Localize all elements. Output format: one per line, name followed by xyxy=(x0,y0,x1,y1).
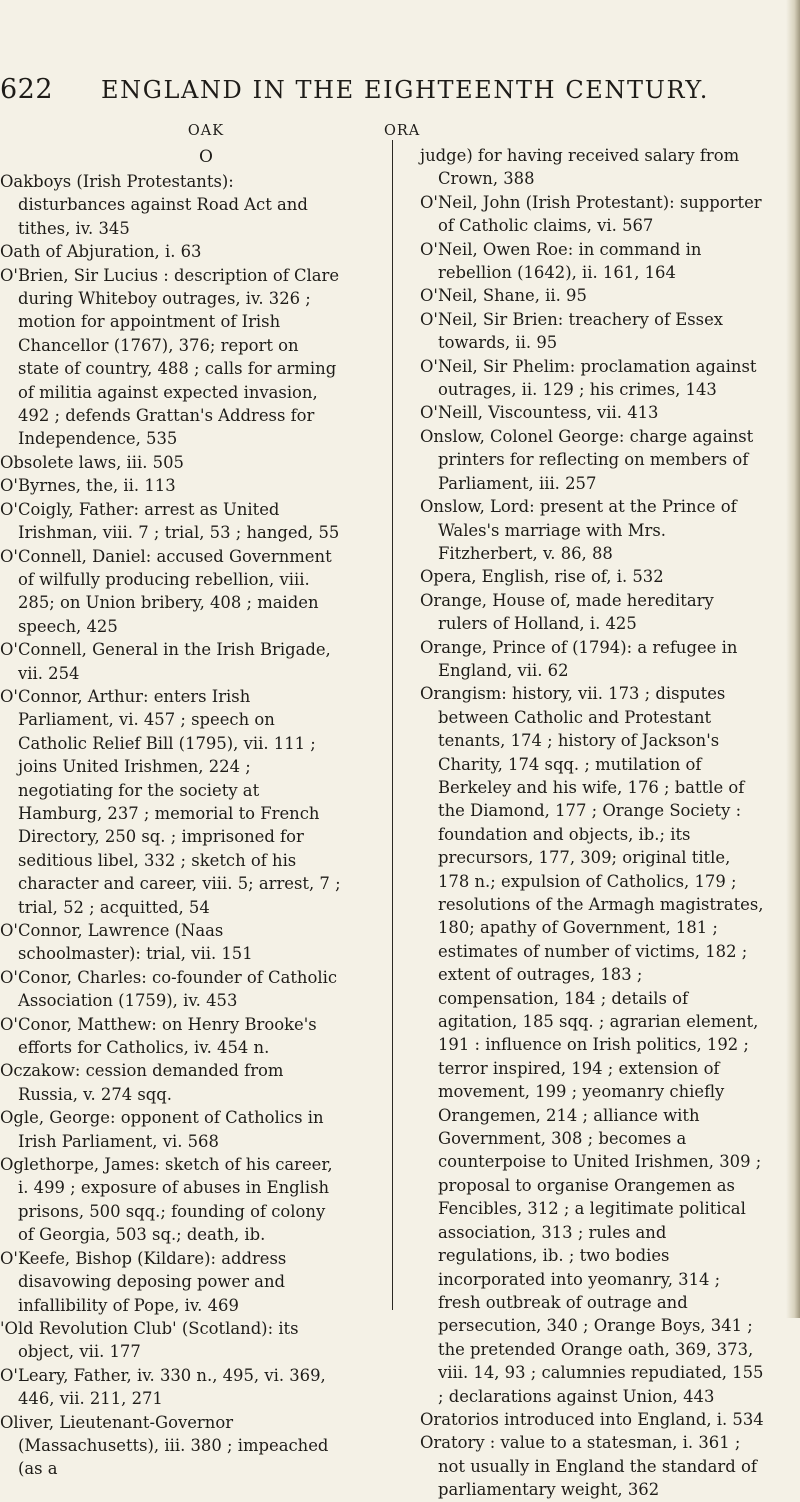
index-entry: Orangism: history, vii. 173 ; disputes between Catholic and Protestant tenants, 174 ; history of Jackson's Charity, 174 sqq. ; mutilation of Berkeley and his wife, 176 ; battle of the Diamond, 177 ; Orange Society : foundation and objects, ib.; its precursors, 177, 309; original title, 178 n.; expulsion of Catholics, 179 ; resolutions of the Armagh magistrates, 180; apathy of Government, 181 ; estimates of number of victims, 182 ; extent of outrages, 183 ; compensation, 184 ; details of agitation, 185 sqq. ; agrarian element, 191 : influence on Irish politics, 192 ; terror inspired, 194 ; extension of movement, 199 ; yeomanry chiefly Orangemen, 214 ; alliance with Government, 308 ; becomes a counterpoise to United Irishmen, 309 ; proposal to organise Orangemen as Fencibles, 312 ; a legitimate political association, 313 ; rules and regulations, ib. ; two bodies incorporated into yeomanry, 314 ; fresh outbreak of outrage and persecution, 340 ; Orange Boys, 341 ; the pretended Orange oath, 369, 373, viii. 14, 93 ; calumnies repudiated, 155 ; declarations against Union, 443 xyxy=(420,684,764,1406)
index-entry: Obsolete laws, iii. 505 xyxy=(0,452,184,472)
page-header xyxy=(0,70,800,110)
index-entry: O'Neil, John (Irish Protestant): supporter of Catholic claims, vi. 567 xyxy=(420,192,762,236)
index-entry: O'Connell, General in the Irish Brigade, vii. 254 xyxy=(0,640,331,683)
index-entry: O'Leary, Father, iv. 330 n., 495, vi. 369, 446, vii. 211, 271 xyxy=(0,1365,326,1409)
index-entry: Oratorios introduced into England, i. 534 xyxy=(420,1409,764,1429)
index-entry: O'Conor, Charles: co-founder of Catholic Association (1759), iv. 453 xyxy=(0,967,338,1011)
index-entry: Opera, English, rise of, i. 532 xyxy=(420,567,664,587)
index-entry: O'Connell, Daniel: accused Government of wilfully producing rebellion, viii. 285; on Union bribery, 408 ; maiden speech, 425 xyxy=(0,546,332,636)
index-entry: O'Connor, Lawrence (Naas schoolmaster): trial, vii. 151 xyxy=(0,921,253,964)
page-edge-shadow xyxy=(786,0,800,1318)
index-entry: O'Brien, Sir Lucius : description of Clare during Whiteboy outrages, iv. 326 ; motion for appointment of Irish Chancellor (1767), 376; report on state of country, 488 ; calls for arming of militia against expected invasion, 492 ; defends Grattan's Address for Independence, 535 xyxy=(0,265,340,449)
index-entry: O'Conor, Matthew: on Henry Brooke's efforts for Catholics, iv. 454 n. xyxy=(0,1014,317,1058)
index-entry: O'Neill, Viscountess, vii. 413 xyxy=(420,403,659,423)
index-entry: 'Old Revolution Club' (Scotland): its object, vii. 177 xyxy=(0,1318,299,1362)
index-entry: Oakboys (Irish Protestants): disturbances against Road Act and tithes, iv. 345 xyxy=(0,172,308,238)
right-entry-list xyxy=(420,144,764,1502)
index-entry: O'Neil, Sir Phelim: proclamation against outrages, ii. 129 ; his crimes, 143 xyxy=(420,356,757,400)
index-entry: Onslow, Lord: present at the Prince of Wales's marriage with Mrs. Fitzherbert, v. 86, 88 xyxy=(420,497,737,563)
index-entry: O'Neil, Owen Roe: in command in rebellion (1642), ii. 161, 164 xyxy=(420,239,702,283)
index-entry: Oglethorpe, James: sketch of his career, i. 499 ; exposure of abuses in English prisons, 500 sqq.; founding of colony of Georgia, 503 sq.; death, ib. xyxy=(0,1155,333,1245)
index-entry: Oliver, Lieutenant-Governor (Massachusetts), iii. 380 ; impeached (as a xyxy=(0,1412,329,1479)
index-entry: O'Neil, Shane, ii. 95 xyxy=(420,286,587,306)
left-column-heading: OAK xyxy=(187,123,225,139)
index-entry: O'Neil, Sir Brien: treachery of Essex towards, ii. 95 xyxy=(420,309,724,353)
index-entry: Oath of Abjuration, i. 63 xyxy=(0,242,202,262)
section-letter: O xyxy=(199,147,213,167)
index-entry: O'Byrnes, the, ii. 113 xyxy=(0,476,176,496)
index-entry: Oratory : value to a statesman, i. 361 ; not usually in England the standard of parliamentary weight, 362 xyxy=(420,1433,757,1500)
index-entry: O'Connor, Arthur: enters Irish Parliament, vi. 457 ; speech on Catholic Relief Bill (1795), vii. 111 ; joins United Irishmen, 224 ; negotiating for the society at Hamburg, 237 ; memorial to French Directory, 250 sq. ; imprisoned for seditious libel, 332 ; sketch of his character and career, viii. 5; arrest, 7 ; trial, 52 ; acquitted, 54 xyxy=(0,686,341,917)
page-number: 622 xyxy=(0,74,54,105)
index-entry: O'Keefe, Bishop (Kildare): address disavowing deposing power and infallibility of Pope, iv. 469 xyxy=(0,1248,287,1315)
left-entry-list xyxy=(0,170,344,1481)
index-entry: judge) for having received salary from Crown, 388 xyxy=(420,146,740,189)
right-column xyxy=(384,118,764,1502)
left-column xyxy=(0,118,344,1481)
column-divider xyxy=(392,140,393,1310)
index-entry: Ogle, George: opponent of Catholics in Irish Parliament, vi. 568 xyxy=(0,1108,324,1151)
index-entry: Onslow, Colonel George: charge against printers for reflecting on members of Parliament, iii. 257 xyxy=(420,426,754,493)
right-column-heading: ORA xyxy=(384,123,421,139)
index-entry: Orange, House of, made hereditary rulers of Holland, i. 425 xyxy=(420,590,714,634)
running-head: ENGLAND IN THE EIGHTEENTH CENTURY. xyxy=(101,76,709,104)
index-entry: Orange, Prince of (1794): a refugee in England, vii. 62 xyxy=(420,637,738,680)
index-entry: Oczakow: cession demanded from Russia, v. 274 sqq. xyxy=(0,1061,284,1104)
index-entry: O'Coigly, Father: arrest as United Irishman, viii. 7 ; trial, 53 ; hanged, 55 xyxy=(0,499,340,543)
